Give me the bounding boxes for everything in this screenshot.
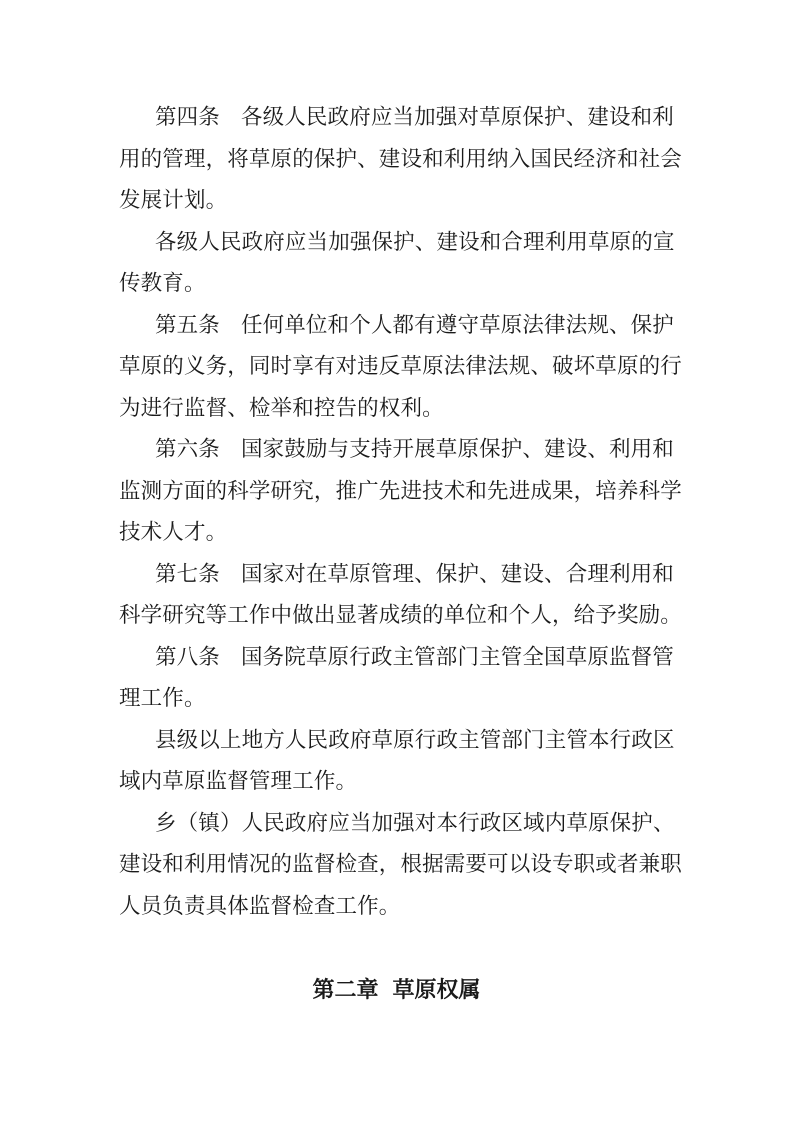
article-8-paragraph (119, 637, 674, 720)
article-number: 第六条 (155, 437, 220, 462)
chapter-title: 草原权属 (392, 978, 481, 1003)
text-line: 科学研究等工作中做出显著成绩的单位和个人，给予奖励。 (119, 603, 682, 628)
article-text: 国家对在草原管理、保护、建设、合理利用和 (240, 561, 674, 587)
article-text: 各级人民政府应当加强对草原保护、建设和利 (240, 105, 674, 130)
article-4-paragraph (119, 97, 682, 222)
chapter-heading (0, 973, 793, 1009)
text-line: 理工作。 (119, 686, 206, 711)
text-line: 草原的义务，同时享有对违反草原法律法规、破坏草原的行 (119, 354, 682, 379)
article-6-paragraph (119, 429, 682, 554)
text-line: 乡（镇）人民政府应当加强对本行政区域内草原保护、 (155, 810, 675, 836)
text-line: 传教育。 (119, 271, 206, 296)
text-line: 技术人才。 (119, 520, 228, 545)
text-line: 域内草原监督管理工作。 (119, 769, 358, 794)
article-4-paragraph-2 (119, 222, 674, 305)
text-line (119, 97, 674, 139)
article-text: 国家鼓励与支持开展草原保护、建设、利用和 (240, 437, 674, 462)
text-line: 建设和利用情况的监督检查，根据需要可以设专职或者兼职 (119, 852, 682, 877)
article-number: 第五条 (155, 312, 220, 338)
text-line: 用的管理，将草原的保护、建设和利用纳入国民经济和社会 (119, 146, 682, 172)
text-line: 县级以上地方人民政府草原行政主管部门主管本行政区 (155, 727, 675, 753)
text-line (119, 429, 674, 471)
chapter-number: 第二章 (312, 978, 379, 1003)
article-5-paragraph (119, 305, 682, 430)
article-text: 任何单位和个人都有遵守草原法律法规、保护 (240, 312, 674, 338)
text-line: 各级人民政府应当加强保护、建设和合理利用草原的宣 (155, 229, 675, 255)
article-8-paragraph-3 (119, 803, 682, 928)
text-line (119, 554, 674, 596)
article-7-paragraph (119, 554, 682, 637)
article-number: 第四条 (155, 105, 220, 130)
article-text: 国务院草原行政主管部门主管全国草原监督管 (240, 644, 674, 670)
text-line: 发展计划。 (119, 188, 228, 213)
text-line (119, 305, 674, 347)
document-body (119, 97, 682, 927)
text-line (119, 637, 674, 679)
article-number: 第八条 (155, 644, 220, 670)
article-number: 第七条 (155, 561, 220, 587)
text-line: 监测方面的科学研究，推广先进技术和先进成果，培养科学 (119, 478, 682, 504)
article-8-paragraph-2 (119, 720, 674, 803)
text-line: 人员负责具体监督检查工作。 (119, 893, 401, 919)
text-line: 为进行监督、检举和控告的权利。 (119, 395, 444, 421)
